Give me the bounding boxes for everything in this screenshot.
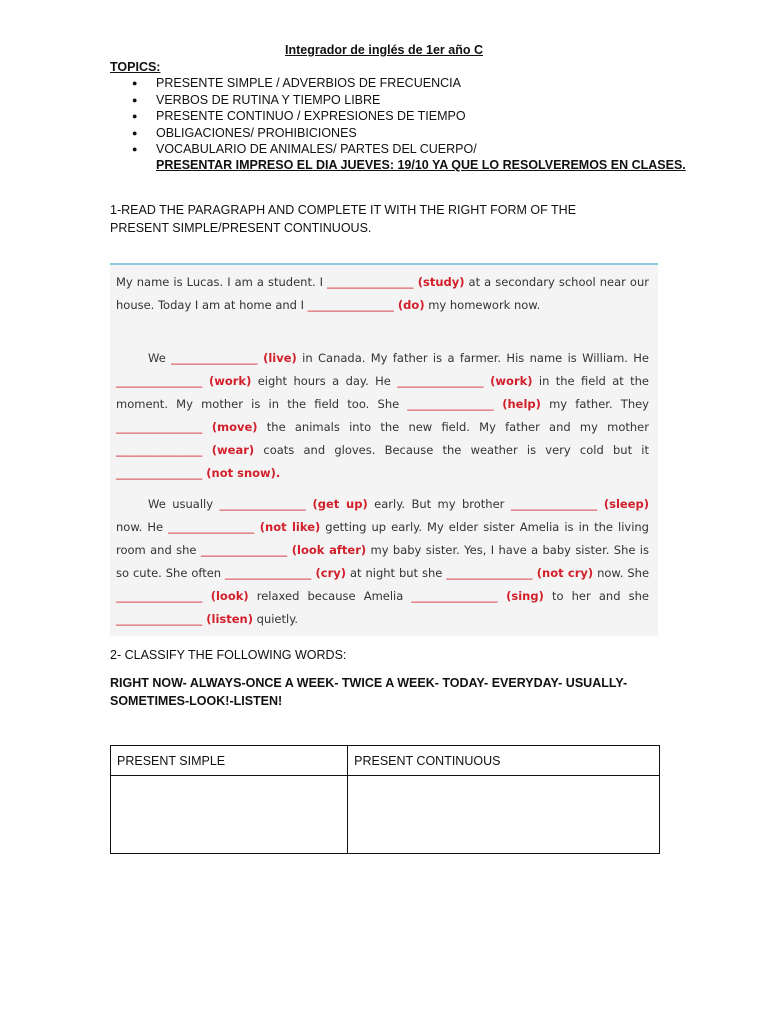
present-simple-cell[interactable] <box>111 776 348 854</box>
fill-in-blank: _______________ <box>327 275 414 289</box>
fill-in-blank: _______________ <box>446 566 533 580</box>
paragraph-text: in the field at the moment. My mother is in the field too. She <box>116 374 649 411</box>
fill-in-blank: _______________ <box>510 497 598 511</box>
paragraph-text: We <box>148 351 172 365</box>
paragraph-text: my homework now. <box>424 298 541 312</box>
paragraph-text: to her and she <box>543 589 649 603</box>
verb-hint: (study) <box>413 275 465 289</box>
verb-hint: (listen) <box>202 612 253 626</box>
paragraph-text: quietly. <box>252 612 299 626</box>
classification-table <box>110 745 660 854</box>
verb-hint: (work) <box>202 374 252 388</box>
paragraph-text: eight hours a day. He <box>251 374 398 388</box>
fill-in-blank: _______________ <box>200 543 288 557</box>
question-2-instruction: 2- CLASSIFY THE FOLLOWING WORDS: <box>110 648 347 662</box>
paragraph-text: my father. They <box>540 397 649 411</box>
exercise-paragraph-3 <box>116 493 649 631</box>
document-title: Integrador de inglés de 1er año C <box>285 43 483 57</box>
paragraph-text: at a secondary school near our house. Today I am at home and I <box>116 275 649 312</box>
topic-item: ● PRESENTE CONTINUO / EXPRESIONES DE TIEMPO <box>110 108 477 125</box>
verb-hint: (do) <box>393 298 425 312</box>
fill-in-blank: _______________ <box>307 298 394 312</box>
fill-in-blank: _______________ <box>116 420 203 434</box>
fill-in-blank: _______________ <box>116 612 203 626</box>
present-continuous-cell[interactable] <box>348 776 660 854</box>
paragraph-text: in Canada. My father is a farmer. His name is William. He <box>296 351 650 365</box>
verb-hint: (help) <box>493 397 541 411</box>
fill-in-blank: _______________ <box>411 589 498 603</box>
verb-hint: (get up) <box>305 497 368 511</box>
topic-item: ● PRESENTE SIMPLE / ADVERBIOS DE FRECUENCIA <box>110 75 477 92</box>
paragraph-text: the animals into the new field. My father and my mother <box>257 420 649 434</box>
exercise-paragraph-1 <box>116 271 649 317</box>
topic-item: ● VOCABULARIO DE ANIMALES/ PARTES DEL CUERPO/ <box>110 141 477 158</box>
fill-in-blank: _______________ <box>171 351 258 365</box>
verb-hint: (look after) <box>287 543 367 557</box>
paragraph-text: my baby sister. Yes, I have a baby sister. She is so cute. She often <box>116 543 649 580</box>
topics-list <box>110 75 477 158</box>
exercise-paragraph-2 <box>116 347 649 485</box>
present-continuous-header: PRESENT CONTINUOUS <box>348 746 660 776</box>
fill-in-blank: _______________ <box>225 566 312 580</box>
fill-in-blank: _______________ <box>116 466 203 480</box>
paragraph-text: coats and gloves. Because the weather is very cold but it <box>254 443 649 457</box>
paragraph-text: now. She <box>593 566 650 580</box>
verb-hint: (wear) <box>202 443 255 457</box>
verb-hint: (not cry) <box>532 566 594 580</box>
fill-in-blank: _______________ <box>168 520 255 534</box>
paragraph-text: now. He <box>116 520 169 534</box>
verb-hint: (cry) <box>311 566 347 580</box>
fill-in-blank: _______________ <box>116 443 203 457</box>
verb-hint: (not like) <box>254 520 321 534</box>
topic-item: ● VERBOS DE RUTINA Y TIEMPO LIBRE <box>110 92 477 109</box>
fill-in-blank: _______________ <box>116 589 203 603</box>
fill-in-blank: _______________ <box>407 397 494 411</box>
exercise-image <box>110 263 658 636</box>
verb-hint: (work) <box>483 374 533 388</box>
verb-hint: (sleep) <box>597 497 649 511</box>
fill-in-blank: _______________ <box>397 374 484 388</box>
paragraph-text: We usually <box>148 497 220 511</box>
paragraph-text: relaxed because Amelia <box>248 589 412 603</box>
question-1-instruction: 1-READ THE PARAGRAPH AND COMPLETE IT WITH THE RIGHT FORM OF THE PRESENT SIMPLE/PRESENT CONTINUOUS. <box>110 203 577 235</box>
verb-hint: (live) <box>257 351 297 365</box>
fill-in-blank: _______________ <box>219 497 306 511</box>
paragraph-text: at night but she <box>346 566 447 580</box>
verb-hint: (sing) <box>497 589 544 603</box>
submission-notice: PRESENTAR IMPRESO EL DIA JUEVES: 19/10 YA QUE LO RESOLVEREMOS EN CLASES. <box>156 158 686 172</box>
present-simple-header: PRESENT SIMPLE <box>111 746 348 776</box>
topic-item: ● OBLIGACIONES/ PROHIBICIONES <box>110 125 477 142</box>
paragraph-text: My name is Lucas. I am a student. I <box>116 275 328 289</box>
verb-hint: (not snow). <box>202 466 281 480</box>
verb-hint: (move) <box>202 420 258 434</box>
paragraph-text: getting up early. My elder sister Amelia is in the living room and she <box>116 520 649 557</box>
paragraph-text: early. But my brother <box>367 497 511 511</box>
verb-hint: (look) <box>202 589 249 603</box>
fill-in-blank: _______________ <box>116 374 203 388</box>
word-list: RIGHT NOW- ALWAYS-ONCE A WEEK- TWICE A WEEK- TODAY- EVERYDAY- USUALLY-SOMETIMES-LOOK!-LISTEN! <box>110 676 628 708</box>
topics-label: TOPICS: <box>110 60 161 74</box>
